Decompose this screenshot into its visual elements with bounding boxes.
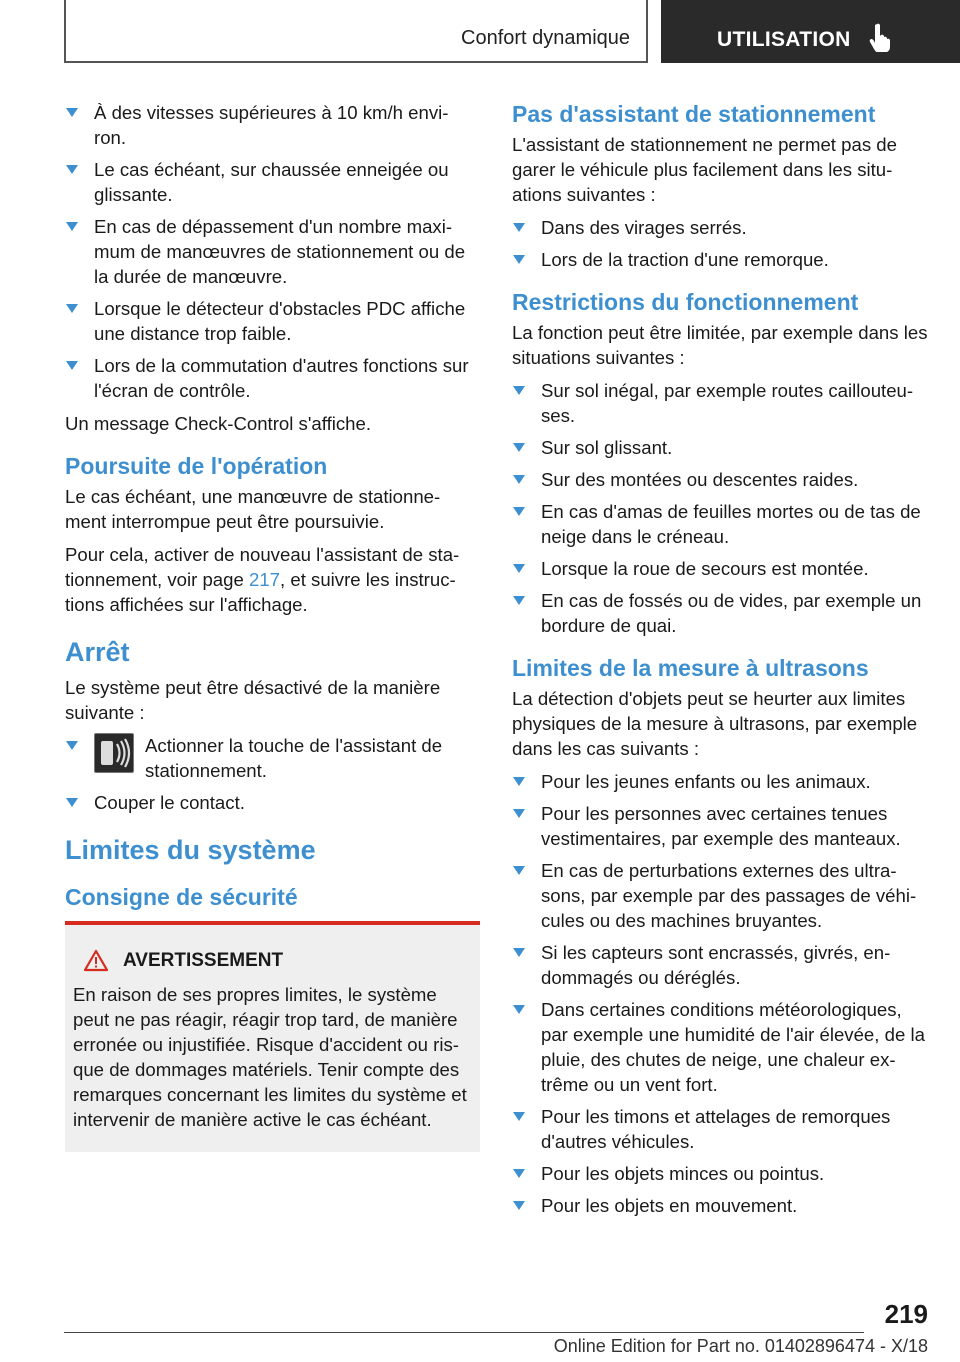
list-item: Lorsque le détecteur d'obstacles PDC affiche une distance trop faible. bbox=[65, 296, 480, 346]
list-item: Si les capteurs sont encrassés, givrés, en- dommagés ou déréglés. bbox=[512, 940, 930, 990]
footer-divider bbox=[64, 1332, 864, 1333]
list-item: En cas de perturbations externes des ultra- sons, par exemple par des passages de véhi- cules ou des machines bruyantes. bbox=[512, 858, 930, 933]
bullet-triangle-icon bbox=[513, 223, 525, 232]
bullet-triangle-icon bbox=[513, 386, 525, 395]
bullet-triangle-icon bbox=[66, 361, 78, 370]
list-item: Lorsque la roue de secours est montée. bbox=[512, 556, 930, 581]
list-item: Sur sol inégal, par exemple routes caillouteu- ses. bbox=[512, 378, 930, 428]
check-control-text: Un message Check-Control s'affiche. bbox=[65, 413, 372, 434]
bullet-triangle-icon bbox=[513, 1005, 525, 1014]
bullet-triangle-icon bbox=[66, 108, 78, 117]
bullet-triangle-icon bbox=[513, 1112, 525, 1121]
bullet-triangle-icon bbox=[513, 866, 525, 875]
parking-assistant-button-icon bbox=[94, 733, 134, 773]
page-header bbox=[64, 0, 960, 66]
bullet-triangle-icon bbox=[513, 564, 525, 573]
bullet-triangle-icon bbox=[513, 777, 525, 786]
bullet-triangle-icon bbox=[513, 948, 525, 957]
list-item: Lors de la commutation d'autres fonctions sur l'écran de contrôle. bbox=[65, 353, 480, 403]
paragraph: Pour cela, activer de nouveau l'assistant de sta- tionnement, voir page 217, et suivre les instruc- tions affichées sur l'affichage. bbox=[65, 544, 460, 615]
bullet-triangle-icon bbox=[513, 809, 525, 818]
list-item: Sur des montées ou descentes raides. bbox=[512, 467, 930, 492]
bullet-triangle-icon bbox=[66, 741, 78, 750]
list-item: Dans certaines conditions météorologiques, par exemple une humidité de l'air élevée, de la pluie, des chutes de neige, une chaleur ex- trême ou un vent fort. bbox=[512, 997, 930, 1097]
chapter-tab bbox=[661, 0, 960, 63]
bullet-triangle-icon bbox=[513, 443, 525, 452]
paragraph: Le système peut être désactivé de la manière suivante : bbox=[65, 677, 441, 723]
list-item: Pour les personnes avec certaines tenues vestimentaires, par exemple des manteaux. bbox=[512, 801, 930, 851]
ultrasound-limits-list bbox=[512, 769, 930, 1218]
left-column bbox=[65, 100, 480, 1152]
bullet-triangle-icon bbox=[66, 798, 78, 807]
heading-pas-assistant: Pas d'assistant de stationnement bbox=[512, 101, 876, 127]
chapter-title: UTILISATION bbox=[717, 28, 851, 51]
list-item: Lors de la traction d'une remorque. bbox=[512, 247, 930, 272]
bullet-triangle-icon bbox=[513, 475, 525, 484]
paragraph: Le cas échéant, une manœuvre de stationne- ment interrompue peut être poursuivie. bbox=[65, 486, 441, 532]
bullet-triangle-icon bbox=[66, 165, 78, 174]
section-title: Confort dynamique bbox=[64, 0, 648, 63]
list-item: Pour les objets en mouvement. bbox=[512, 1193, 930, 1218]
list-item: À des vitesses supérieures à 10 km/h envi- ron. bbox=[65, 100, 480, 150]
bullet-triangle-icon bbox=[513, 255, 525, 264]
bullet-triangle-icon bbox=[513, 596, 525, 605]
bullet-triangle-icon bbox=[513, 507, 525, 516]
restrictions-list bbox=[512, 378, 930, 638]
heading-poursuite: Poursuite de l'opération bbox=[65, 453, 328, 479]
page-link[interactable]: 217 bbox=[249, 569, 281, 590]
heading-restrictions: Restrictions du fonctionnement bbox=[512, 289, 859, 315]
right-column bbox=[512, 100, 930, 1226]
list-item: Pour les jeunes enfants ou les animaux. bbox=[512, 769, 930, 794]
list-item: Couper le contact. bbox=[65, 790, 480, 815]
pointing-hand-icon bbox=[867, 22, 895, 52]
bullet-triangle-icon bbox=[66, 304, 78, 313]
list-item: En cas d'amas de feuilles mortes ou de tas de neige dans le créneau. bbox=[512, 499, 930, 549]
list-item: Le cas échéant, sur chaussée enneigée ou glissante. bbox=[65, 157, 480, 207]
heading-mesure: Limites de la mesure à ultrasons bbox=[512, 655, 869, 681]
bullet-triangle-icon bbox=[513, 1201, 525, 1210]
footer-edition: Online Edition for Part no. 01402896474 - X/18 bbox=[553, 1336, 928, 1356]
warning-heading: AVERTISSEMENT bbox=[83, 949, 472, 972]
list-item: Actionner la touche de l'assistant de stationnement. bbox=[65, 733, 480, 783]
list-item: Sur sol glissant. bbox=[512, 435, 930, 460]
heading-consigne: Consigne de sécurité bbox=[65, 884, 298, 910]
list-item: En cas de dépassement d'un nombre maxi- mum de manœuvres de stationnement ou de la durée de manœuvre. bbox=[65, 214, 480, 289]
paragraph: La détection d'objets peut se heurter aux limites physiques de la mesure à ultrasons, par exemple dans les cas suivants : bbox=[512, 688, 918, 759]
list-item: Dans des virages serrés. bbox=[512, 215, 930, 240]
bullet-triangle-icon bbox=[513, 1169, 525, 1178]
heading-arret: Arrêt bbox=[65, 637, 130, 667]
list-item: Pour les objets minces ou pointus. bbox=[512, 1161, 930, 1186]
list-item: En cas de fossés ou de vides, par exemple un bordure de quai. bbox=[512, 588, 930, 638]
no-assist-list bbox=[512, 215, 930, 272]
heading-limites: Limites du système bbox=[65, 835, 316, 865]
paragraph: L'assistant de stationnement ne permet pas de garer le véhicule plus facilement dans les situ- ations suivantes : bbox=[512, 134, 897, 205]
bullet-triangle-icon bbox=[66, 222, 78, 231]
page-number: 219 bbox=[884, 1299, 928, 1329]
warning-box bbox=[65, 921, 480, 1152]
interruption-list bbox=[65, 100, 480, 403]
warning-text: En raison de ses propres limites, le système peut ne pas réagir, réagir trop tard, de manière erronée ou injustifiée. Risque d'accident ou ris- que de dommages matériels. Tenir compte des remarques concernant les limites du système et intervenir de manière active le cas échéant. bbox=[73, 984, 467, 1130]
paragraph: La fonction peut être limitée, par exemple dans les situations suivantes : bbox=[512, 322, 928, 368]
list-item: Pour les timons et attelages de remorques d'autres véhicules. bbox=[512, 1104, 930, 1154]
deactivation-list bbox=[65, 733, 480, 815]
warning-triangle-icon bbox=[83, 949, 109, 972]
